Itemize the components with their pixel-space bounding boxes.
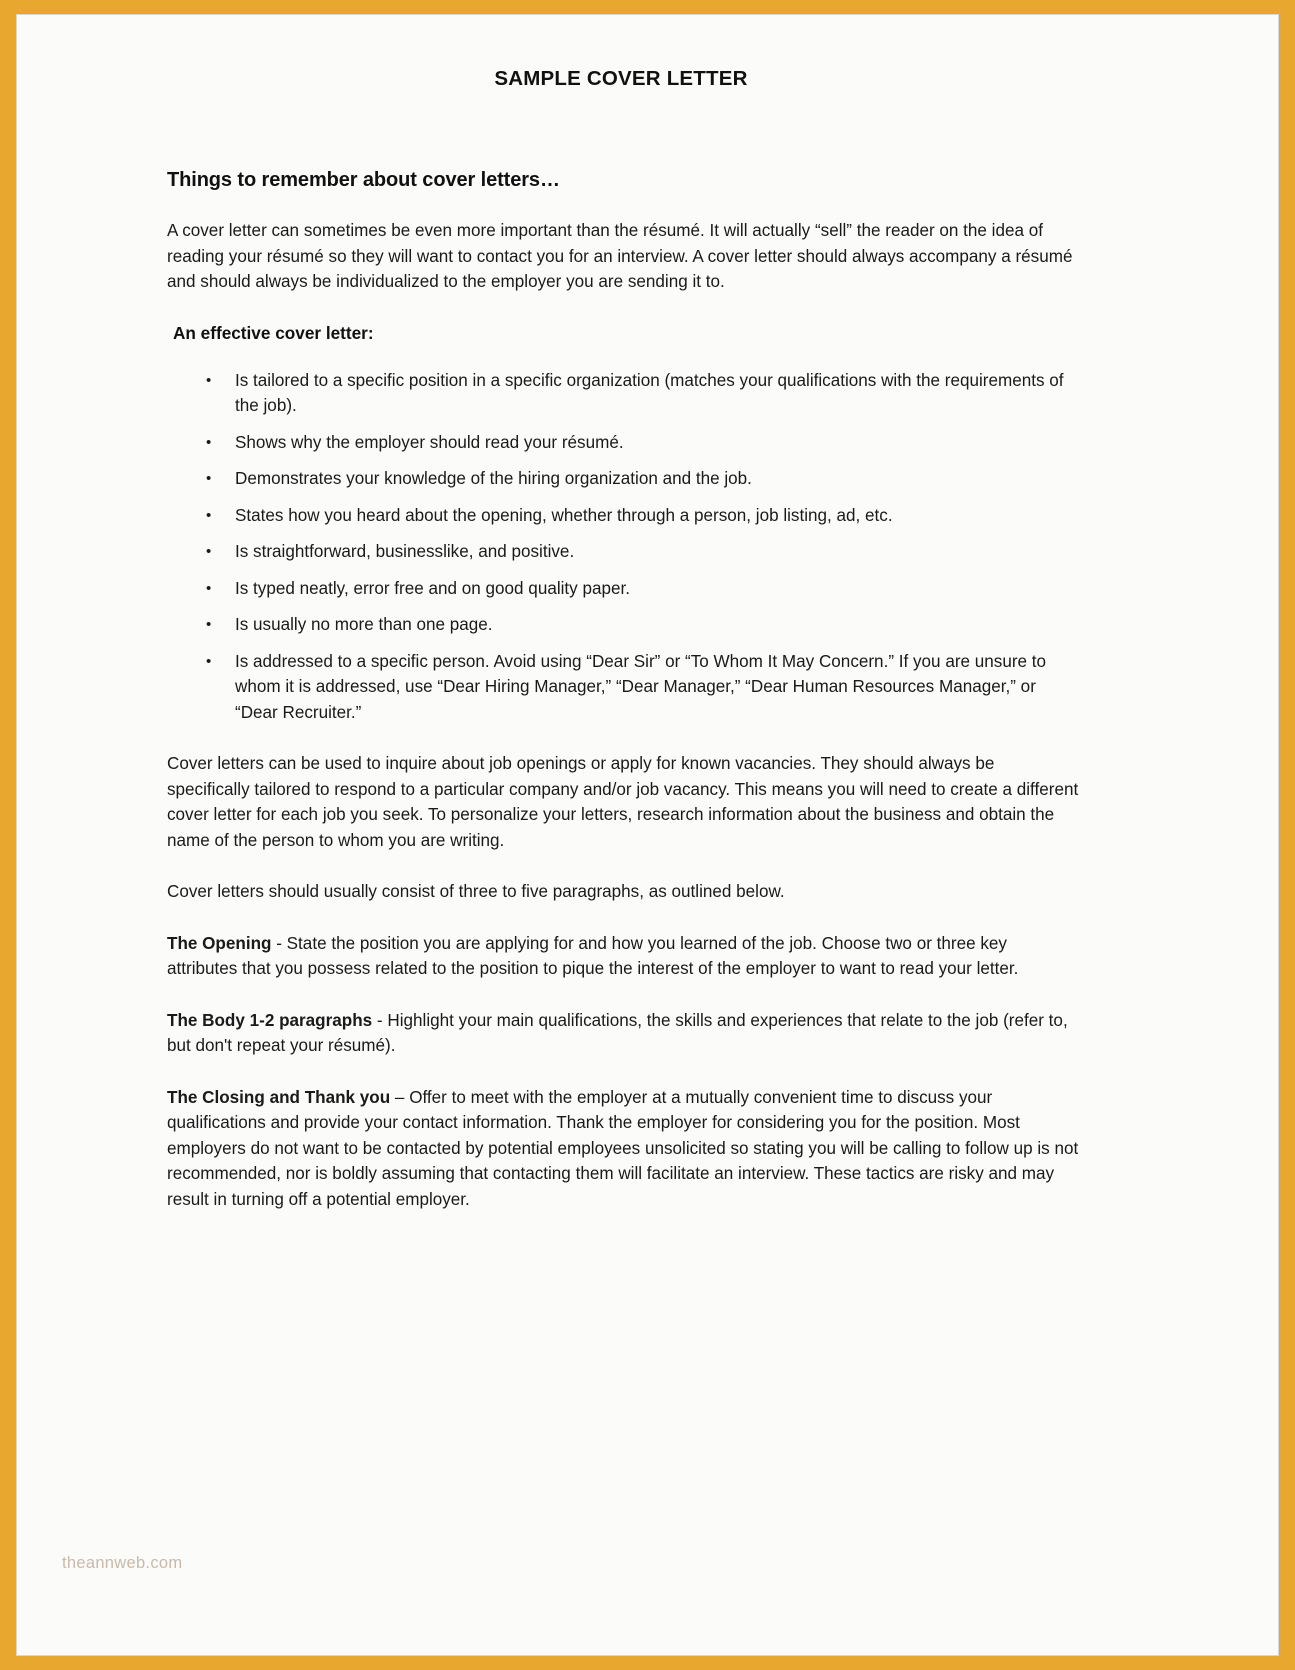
paragraph-vacancies: Cover letters can be used to inquire about job openings or apply for known vacancies. They should always be specifically tailored to respond to a particular company and/or job vacancy. This means you will need to create a different cover letter for each job you seek. To personalize your letters, research information about the business and obtain the name of the person to whom you are writing. (167, 754, 1079, 850)
bullet-icon: • (206, 616, 212, 633)
list-item (149, 576, 1081, 602)
bullet-icon: • (206, 579, 212, 597)
the-body-text: - Highlight your main qualifications, the skills and experiences that relate to the job (refer to, but don't repeat your résumé). (167, 1010, 1068, 1055)
page-title: SAMPLE COVER LETTER (494, 67, 748, 90)
list-item-text: Demonstrates your knowledge of the hiring organization and the job. (235, 469, 752, 488)
bullet-icon: • (206, 543, 212, 560)
document-sheet (17, 15, 1278, 1655)
list-item-text: Is usually no more than one page. (235, 615, 493, 634)
list-item-text: Is straightforward, businesslike, and positive. (235, 542, 575, 561)
list-item (149, 503, 1081, 529)
list-item (149, 612, 1081, 638)
bullet-icon: • (206, 652, 212, 670)
list-item-text: Is addressed to a specific person. Avoid using “Dear Sir” or “To Whom It May Concern.” If you are unsure to whom it is addressed, use “Dear Hiring Manager,” “Dear Manager,” “Dear Human Resources Manager,” or “Dear Recruiter.” (235, 651, 1047, 722)
the-closing-label: The Closing and Thank you (167, 1087, 391, 1107)
list-item (149, 368, 1081, 419)
list-item-text: Is typed neatly, error free and on good quality paper. (235, 578, 630, 598)
document-content (149, 67, 1081, 1212)
list-item (149, 539, 1081, 565)
list-item-text: Is tailored to a specific position in a specific organization (matches your qualifications with the requirements of the job). (235, 370, 1064, 415)
intro-paragraph: A cover letter can sometimes be even more important than the résumé. It will actually “sell” the reader on the idea of reading your résumé so they will want to contact you for an interview. A cover letter should always accompany a résumé and should always be individualized to the employer you are sending it to. (167, 221, 1073, 291)
the-opening-text: - State the position you are applying for and how you learned of the job. Choose two or three key attributes that you possess related to the position to pique the interest of the employer to want to read your letter. (167, 933, 1019, 978)
bullet-icon: • (206, 371, 212, 389)
the-opening-label: The Opening (167, 933, 272, 953)
paragraph-the-body (167, 1008, 1081, 1059)
list-item (149, 649, 1081, 726)
list-item (149, 466, 1081, 492)
paragraph-structure: Cover letters should usually consist of three to five paragraphs, as outlined below. (167, 882, 785, 901)
section-heading: Things to remember about cover letters… (167, 169, 560, 191)
the-closing-text: – Offer to meet with the employer at a mutually convenient time to discuss your qualifications and provide your contact information. Thank the employer for considering you for the position. Most employers do not want to be contacted by potential employees unsolicited so stating you will be calling to follow up is not recommended, nor is boldly assuming that contacting them will facilitate an interview. These tactics are risky and may result in turning off a potential employer. (167, 1087, 1079, 1209)
watermark-text: theannweb.com (62, 1554, 183, 1572)
bullet-icon: • (206, 506, 212, 524)
sub-heading-effective-cover-letter: An effective cover letter: (173, 322, 374, 343)
bullet-icon: • (206, 470, 212, 487)
list-item (149, 430, 1081, 456)
list-item-text: States how you heard about the opening, whether through a person, job listing, ad, etc. (235, 505, 893, 525)
effective-cover-letter-list (149, 368, 1081, 726)
bullet-icon: • (206, 433, 212, 451)
list-item-text: Shows why the employer should read your résumé. (235, 432, 624, 452)
the-body-label: The Body 1-2 paragraphs (167, 1010, 373, 1030)
paragraph-the-opening (167, 931, 1081, 982)
paragraph-the-closing (167, 1085, 1081, 1213)
